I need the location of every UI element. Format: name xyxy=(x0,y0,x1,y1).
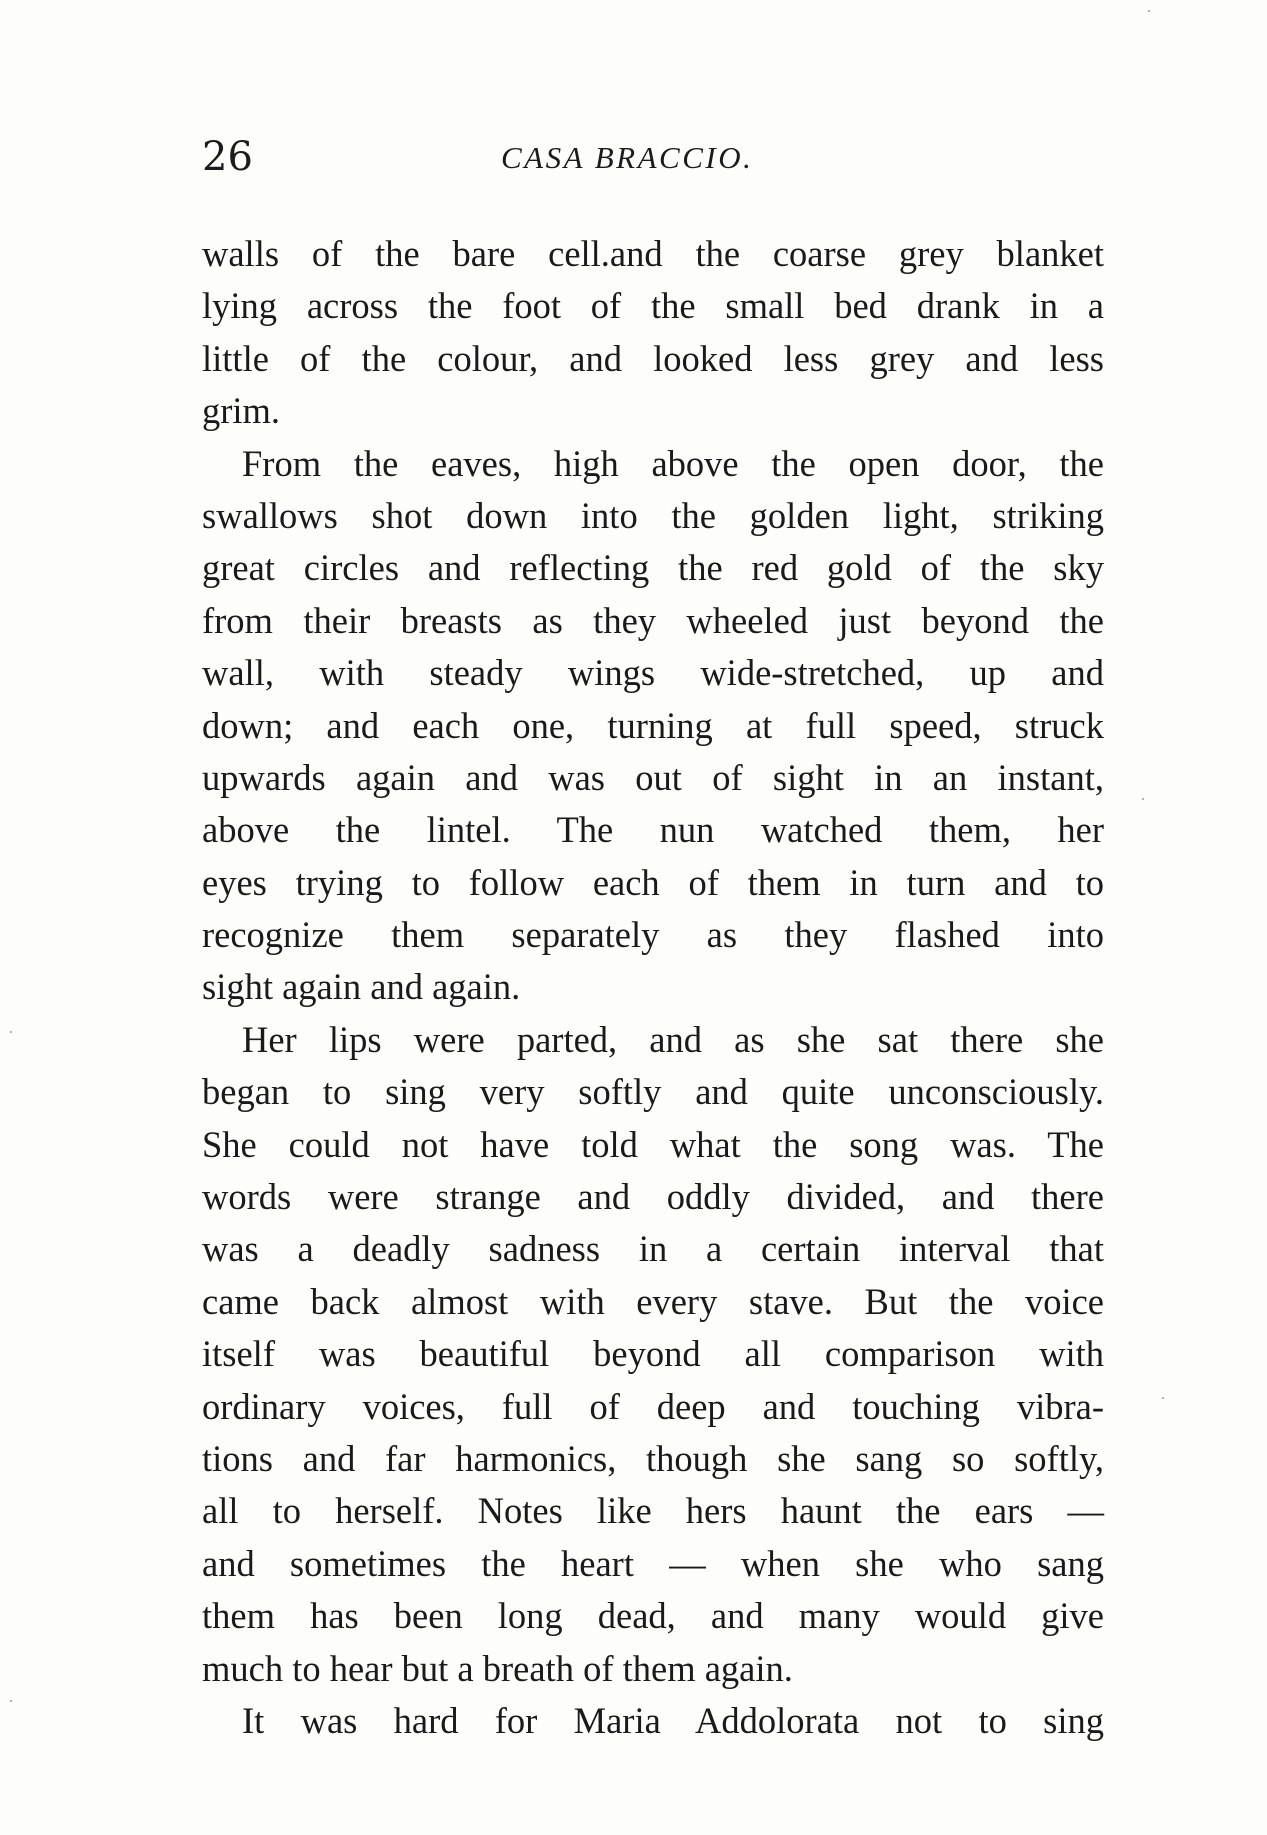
text-line: eyes trying to follow each of them in turn and to xyxy=(202,861,1104,903)
paper-speck xyxy=(1162,1397,1164,1399)
text-line: walls of the bare cell.and the coarse grey blanket xyxy=(202,233,1104,274)
text-line: It was hard for Maria Addolorata not to sing xyxy=(242,1699,1104,1741)
text-line: from their breasts as they wheeled just beyond the xyxy=(202,599,1104,641)
running-head: CASA BRACCIO. xyxy=(501,140,754,175)
text-line: From the eaves, high above the open door, the xyxy=(242,442,1104,484)
text-line: recognize them separately as they flashed into xyxy=(202,914,1104,956)
text-line: and sometimes the heart — when she who sang xyxy=(202,1542,1104,1584)
text-line: She could not have told what the song was. The xyxy=(202,1123,1104,1165)
text-line: above the lintel. The nun watched them, her xyxy=(202,809,1104,851)
paper-speck xyxy=(1142,798,1144,800)
body-text xyxy=(202,228,1104,1747)
text-line: lying across the foot of the small bed drank in a xyxy=(202,285,1104,327)
text-line: them has been long dead, and many would give xyxy=(202,1595,1104,1637)
text-line: came back almost with every stave. But the voice xyxy=(202,1280,1104,1322)
text-line: began to sing very softly and quite unconsciously. xyxy=(202,1071,1104,1113)
text-line: great circles and reflecting the red gold of the sky xyxy=(202,547,1104,589)
text-line: little of the colour, and looked less grey and less xyxy=(202,337,1104,379)
text-line: sight again and again. xyxy=(202,966,521,1008)
paper-speck xyxy=(1148,10,1150,12)
text-line: much to hear but a breath of them again. xyxy=(202,1647,793,1689)
text-line: was a deadly sadness in a certain interval that xyxy=(202,1228,1104,1270)
text-line: Her lips were parted, and as she sat there she xyxy=(242,1018,1104,1060)
text-line: wall, with steady wings wide-stretched, up and xyxy=(202,652,1104,694)
text-line: swallows shot down into the golden light, striking xyxy=(202,494,1104,536)
text-line: words were strange and oddly divided, and there xyxy=(202,1176,1104,1218)
paper-speck xyxy=(10,1031,12,1033)
page-number: 26 xyxy=(202,134,253,180)
text-line: itself was beautiful beyond all comparison with xyxy=(202,1333,1104,1375)
text-line: all to herself. Notes like hers haunt the ears — xyxy=(202,1490,1104,1532)
text-line: down; and each one, turning at full speed, struck xyxy=(202,704,1104,746)
paper-speck xyxy=(10,1700,12,1702)
page-header xyxy=(202,134,1102,184)
text-line: ordinary voices, full of deep and touching vibra- xyxy=(202,1385,1104,1427)
text-line: upwards again and was out of sight in an instant, xyxy=(202,756,1104,798)
text-line: grim. xyxy=(202,390,281,432)
text-line: tions and far harmonics, though she sang so softly, xyxy=(202,1437,1104,1479)
